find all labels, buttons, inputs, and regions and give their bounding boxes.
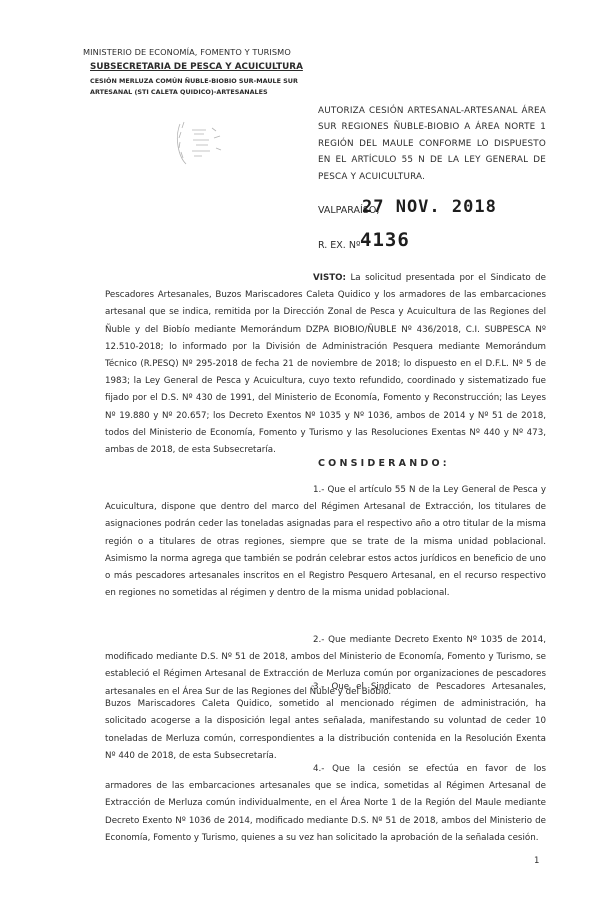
ministry-header: MINISTERIO DE ECONOMÍA, FOMENTO Y TURISMO xyxy=(83,47,291,57)
reference-block xyxy=(90,76,298,97)
considerando-3 xyxy=(105,679,546,765)
resolution-date-stamp: 27 NOV. 2018 xyxy=(362,197,497,217)
page-number: 1 xyxy=(534,856,540,866)
subsecretaria-header: SUBSECRETARIA DE PESCA Y ACUICULTURA xyxy=(90,62,303,72)
considerando-paragraph: 3.- Que el Sindicato de Pescadores Artesanales, Buzos Mariscadores Caleta Quidico, sometido al mencionado régimen de administración, ha solicitado acogerse a la disposición legal antes señalada, manifestando su voluntad de ceder 10 toneladas de Merluza común, correspondientes a la distribución contenida en la Resolución Exenta Nº 440 de 2018, de esta Subsecretaría. xyxy=(105,682,546,761)
considerando-4 xyxy=(105,761,546,847)
resolution-number-stamp: 4136 xyxy=(360,229,410,251)
visto-paragraph xyxy=(105,270,546,459)
considerando-1 xyxy=(105,482,546,602)
place-label: VALPARAÍSO, xyxy=(318,205,380,216)
considerando-heading: CONSIDERANDO: xyxy=(318,458,450,469)
considerando-paragraph: 2.- Que mediante Decreto Exento Nº 1035 de 2014, modificado mediante D.S. Nº 51 de 2018, ambos del Ministerio de Economía, Fomento y Turismo, se estableció el Régimen Artesanal de Extracción de Merluza común por organizaciones de pescadores artesanales en el Área Sur de las Regiones del Ñuble y del Biobío. xyxy=(105,635,546,697)
official-stamp-icon xyxy=(172,118,238,170)
visto-label: VISTO: xyxy=(313,273,346,283)
considerando-paragraph: 4.- Que la cesión se efectúa en favor de los armadores de las embarcaciones artesanales que se indica, sometidas al Régimen Artesanal de Extracción de Merluza común individualmente, en el Área Norte 1 de la Región del Maule mediante Decreto Exento Nº 1036 de 2014, modificado mediante D.S. Nº 51 de 2018, ambos del Ministerio de Economía, Fomento y Turismo, quienes a su vez han solicitado la aprobación de la señalada cesión. xyxy=(105,764,546,843)
reference-line-1: CESIÓN MERLUZA COMÚN ÑUBLE-BIOBIO SUR-MAULE SUR xyxy=(90,77,298,85)
reference-line-2: ARTESANAL (STI CALETA QUIDICO)-ARTESANALES xyxy=(90,87,268,96)
visto-text: La solicitud presentada por el Sindicato de Pescadores Artesanales, Buzos Mariscadores Caleta Quidico y los armadores de las embarcaciones artesanal que se indica, remitida por la Dirección Zonal de Pesca y Acuicultura de las Regiones del Ñuble y del Biobío mediante Memorándum DZPA BIOBIO/ÑUBLE Nº 436/2018, C.I. SUBPESCA Nº 12.510-2018; lo informado por la División de Administración Pesquera mediante Memorándum Técnico (R.PESQ) Nº 295-2018 de fecha 21 de noviembre de 2018; lo dispuesto en el D.F.L. Nº 5 de 1983; la Ley General de Pesca y Acuicultura, cuyo texto refundido, coordinado y sistematizado fue fijado por el D.S. Nº 430 de 1991, del Ministerio de Economía, Fomento y Reconstrucción; las Leyes Nº 19.880 y Nº 20.657; los Decreto Exentos Nº 1035 y Nº 1036, ambos de 2014 y Nº 51 de 2018, todos del Ministerio de Economía, Fomento y Turismo y las Resoluciones Exentas Nº 440 y Nº 473, ambas de 2018, de esta Subsecretaría. xyxy=(105,273,546,456)
resolution-number-label: R. EX. Nº xyxy=(318,240,361,251)
visto-section xyxy=(105,270,546,459)
document-subject: AUTORIZA CESIÓN ARTESANAL-ARTESANAL ÁREA SUR REGIONES ÑUBLE-BIOBIO A ÁREA NORTE 1 REGIÓN DEL MAULE CONFORME LO DISPUESTO EN EL ARTÍCULO 55 N DE LA LEY GENERAL DE PESCA Y ACUICULTURA. xyxy=(318,106,546,182)
considerando-paragraph: 1.- Que el artículo 55 N de la Ley General de Pesca y Acuicultura, dispone que dentro del marco del Régimen Artesanal de Extracción, los titulares de asignaciones podrán ceder las toneladas asignadas para el respectivo año a otro titular de la misma región o a titulares de otras regiones, siempre que se trate de la misma unidad poblacional. Asimismo la norma agrega que también se podrán celebrar estos actos jurídicos en beneficio de uno o más pescadores artesanales inscritos en el Registro Pesquero Artesanal, en el recurso respectivo en regiones no sometidas al régimen y dentro de la misma unidad poblacional. xyxy=(105,485,546,599)
